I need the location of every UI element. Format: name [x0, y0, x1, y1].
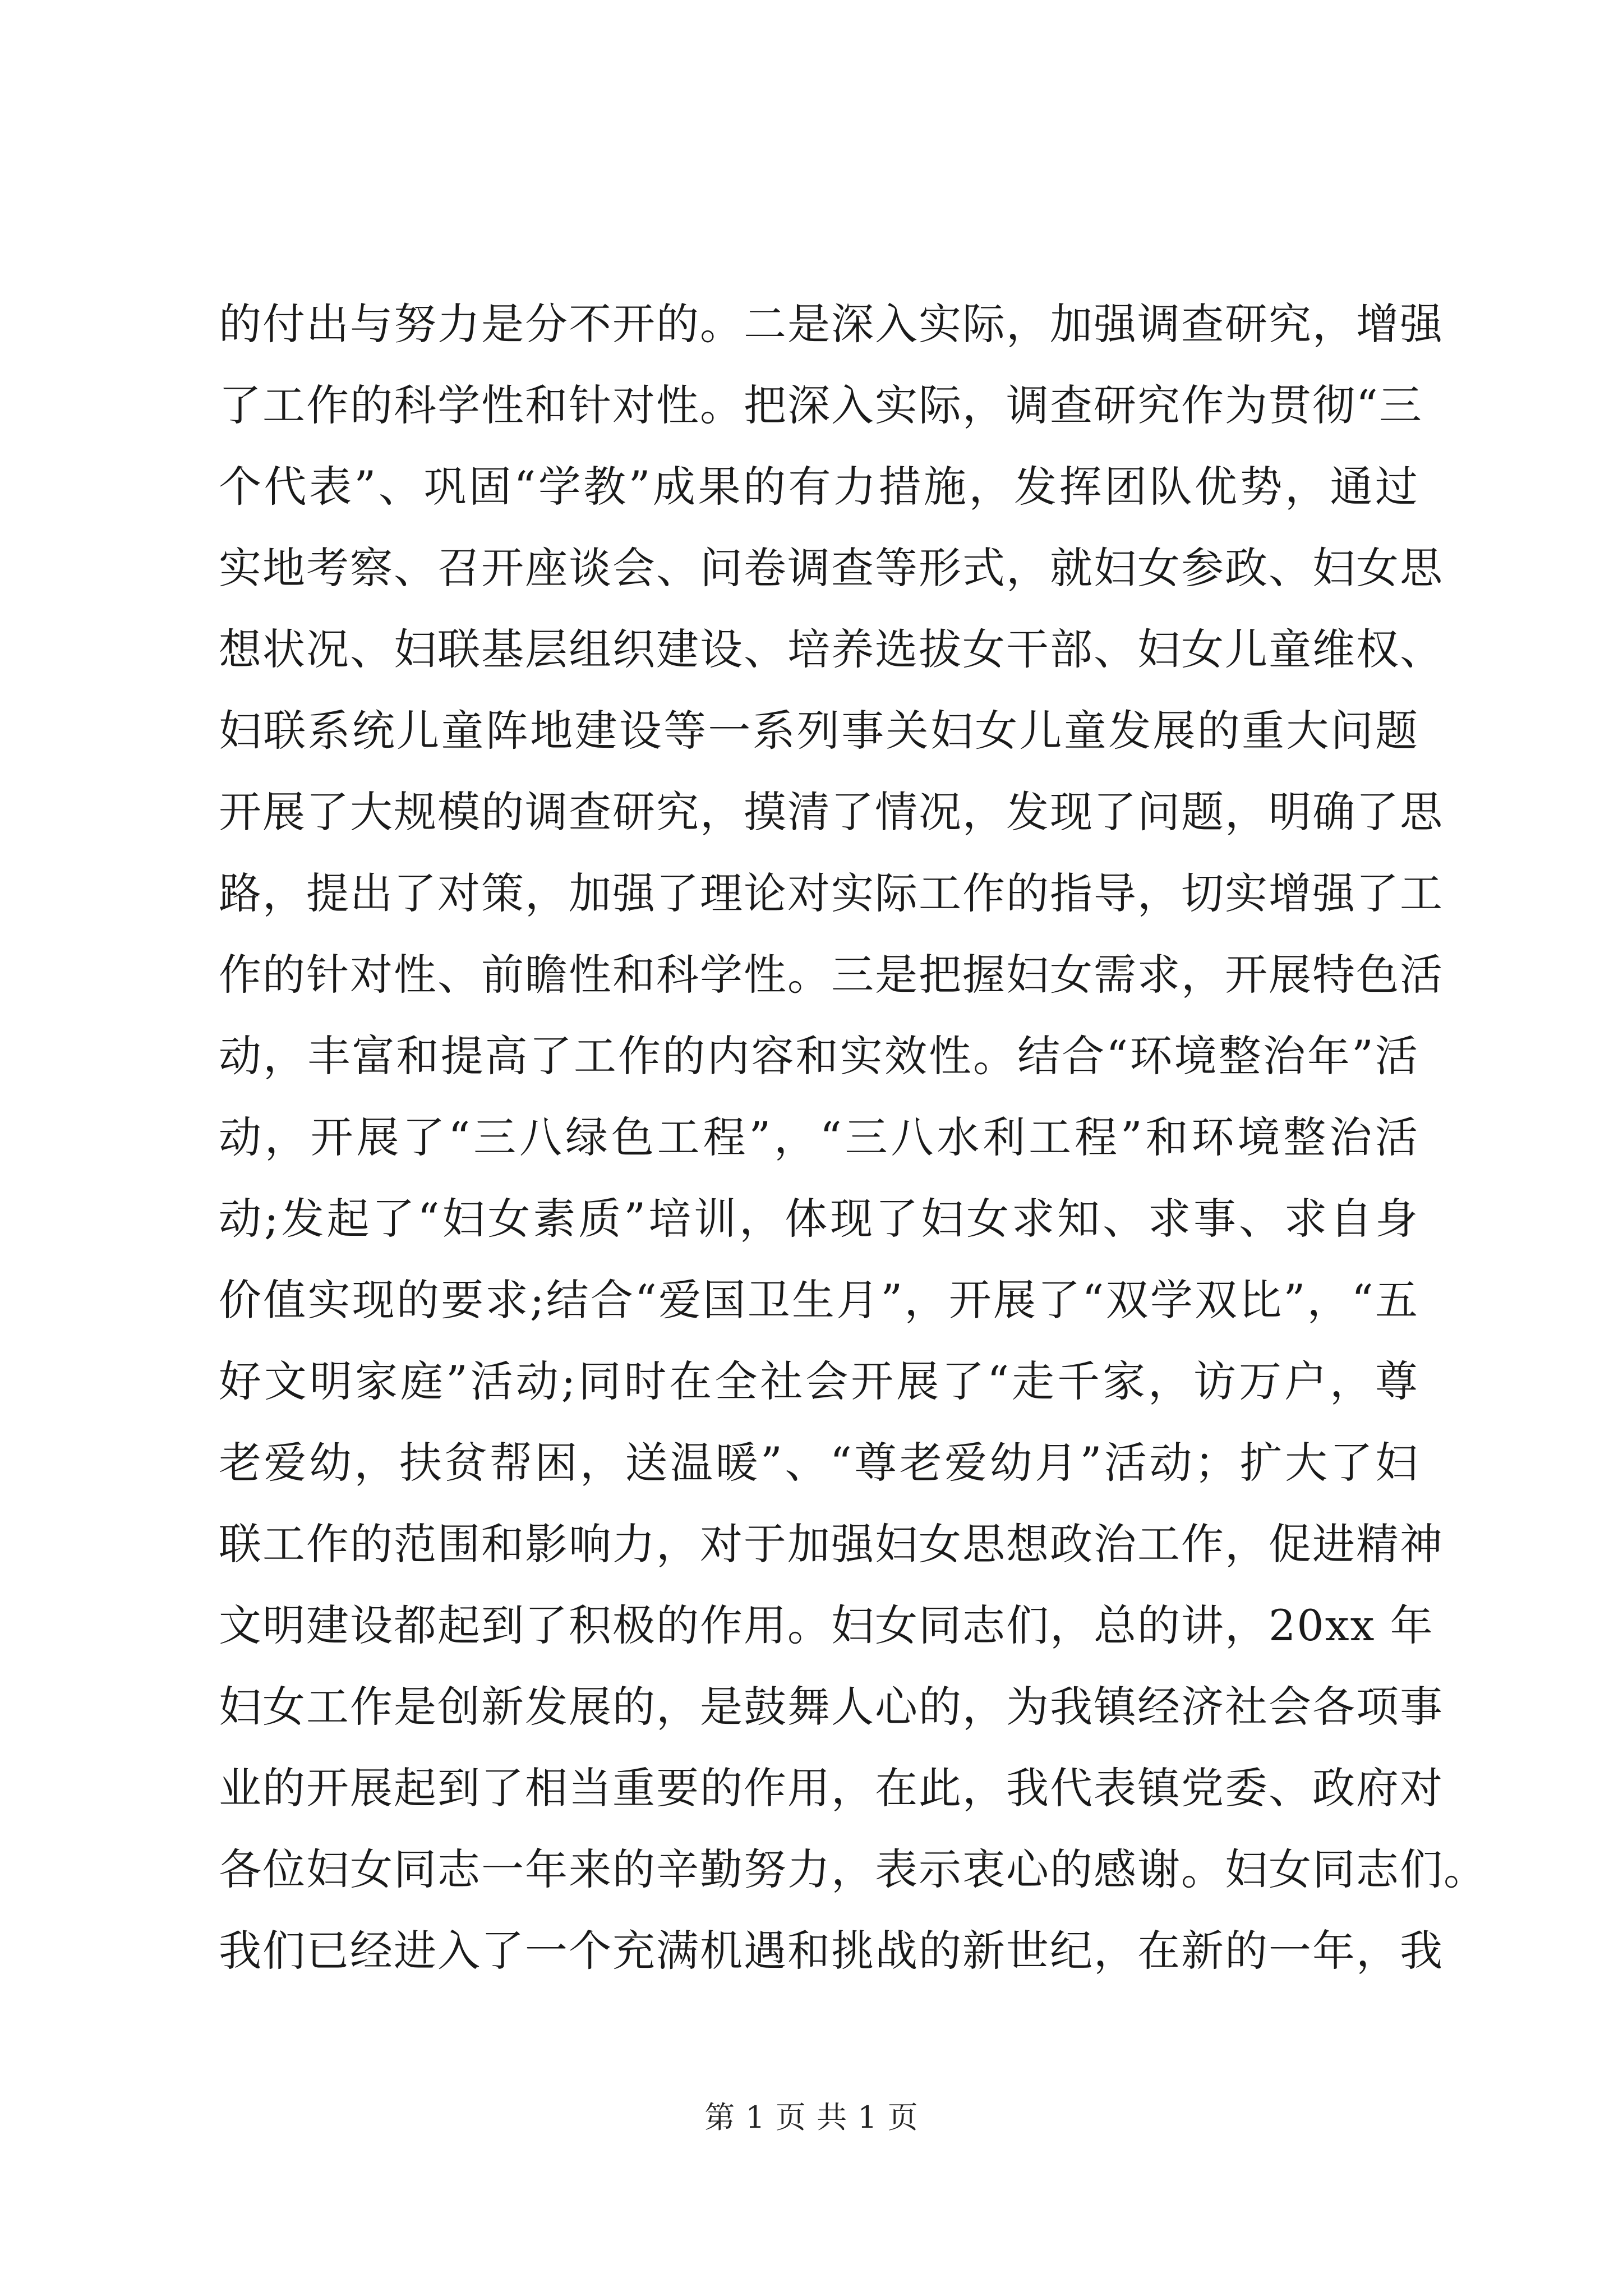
- text-line: 好文明家庭”活动;同时在全社会开展了“走千家，访万户，尊: [219, 1356, 1419, 1406]
- text-line: 了工作的科学性和针对性。把深入实际，调查研究作为贯彻“三: [219, 380, 1423, 430]
- text-line: 我们已经进入了一个充满机遇和挑战的新世纪，在新的一年，我: [219, 1926, 1444, 1976]
- text-line: 实地考察、召开座谈会、问卷调查等形式，就妇女参政、妇女思: [219, 543, 1444, 593]
- text-line: 动，丰富和提高了工作的内容和实效性。结合“环境整治年”活: [219, 1031, 1419, 1081]
- text-line: 老爱幼，扶贫帮困，送温暖”、“尊老爱幼月”活动；扩大了妇: [219, 1438, 1419, 1488]
- text-line: 妇联系统儿童阵地建设等一系列事关妇女儿童发展的重大问题: [219, 706, 1419, 756]
- text-line: 妇女工作是创新发展的，是鼓舞人心的，为我镇经济社会各项事: [219, 1682, 1444, 1732]
- body-text: [219, 283, 1487, 1991]
- text-line: 文明建设都起到了积极的作用。妇女同志们，总的讲，20xx 年: [219, 1600, 1434, 1650]
- text-line: 价值实现的要求;结合“爱国卫生月”，开展了“双学双比”，“五: [219, 1275, 1419, 1325]
- text-line: 开展了大规模的调查研究，摸清了情况，发现了问题，明确了思: [219, 787, 1444, 837]
- page-footer: 第 1 页 共 1 页: [704, 2100, 919, 2135]
- text-line: 想状况、妇联基层组织建设、培养选拔女干部、妇女儿童维权、: [219, 624, 1444, 674]
- text-line: 业的开展起到了相当重要的作用，在此，我代表镇党委、政府对: [219, 1763, 1444, 1813]
- text-line: 动;发起了“妇女素质”培训，体现了妇女求知、求事、求自身: [219, 1194, 1419, 1244]
- text-line: 路，提出了对策，加强了理论对实际工作的指导，切实增强了工: [219, 868, 1444, 918]
- text-line: 的付出与努力是分不开的。二是深入实际，加强调查研究，增强: [219, 299, 1444, 349]
- text-line: 个代表”、巩固“学教”成果的有力措施，发挥团队优势，通过: [219, 462, 1419, 512]
- text-line: 动，开展了“三八绿色工程”，“三八水利工程”和环境整治活: [219, 1112, 1419, 1162]
- text-line: 联工作的范围和影响力，对于加强妇女思想政治工作，促进精神: [219, 1519, 1444, 1569]
- text-line: 各位妇女同志一年来的辛勤努力，表示衷心的感谢。妇女同志们。: [219, 1844, 1487, 1894]
- text-line: 作的针对性、前瞻性和科学性。三是把握妇女需求，开展特色活: [219, 950, 1444, 1000]
